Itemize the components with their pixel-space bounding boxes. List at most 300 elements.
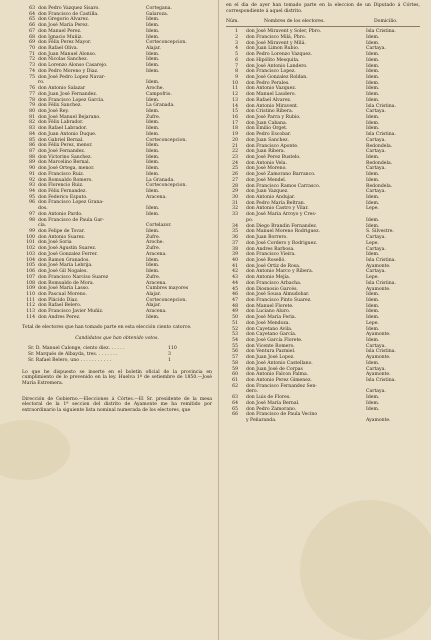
elector-domicile: Idem.: [366, 126, 380, 132]
elector-number: 66: [29, 23, 35, 29]
elector-number: 63: [29, 6, 35, 11]
elector-name: don Rafael Belero.: [38, 303, 82, 309]
elector-domicile: S. Silvestre.: [366, 229, 394, 235]
elector-number: 9: [235, 74, 238, 80]
candidate-row: [22, 358, 212, 364]
elector-name: don José Gil Nogales.: [38, 269, 88, 275]
elector-number: 23: [232, 155, 238, 160]
elector-domicile: Idem.: [366, 252, 380, 258]
elector-domicile: Idem.: [366, 34, 380, 40]
elector-domicile: Idem.: [366, 292, 380, 298]
elector-number: 105: [26, 263, 35, 269]
elector-domicile: Zufre.: [146, 234, 161, 240]
elector-number: 28: [232, 183, 238, 189]
elector-domicile: Idem.: [146, 160, 160, 166]
elector-number: 61: [232, 378, 238, 384]
elector-number: 109: [26, 286, 35, 292]
elector-domicile: Idem.: [146, 34, 160, 40]
elector-name: don Felipe de Tovar.: [38, 229, 85, 235]
elector-name: don José María Lasso.: [38, 286, 90, 292]
elector-number: 89: [29, 160, 35, 166]
elector-name: don José Ortiz de Rosa.: [246, 263, 301, 269]
elector-number: 99: [29, 229, 35, 235]
elector-domicile: Galaroza.: [146, 11, 169, 17]
elector-domicile: Idem.: [366, 406, 380, 412]
elector-name: don José Moreno.: [246, 166, 287, 172]
elector-number: 64: [29, 11, 35, 17]
elector-domicile: Zufre.: [146, 274, 161, 280]
candidate-name: Sr. Marqués de Albayda, tres. . . . . . . .: [28, 351, 118, 357]
candidates-heading: Candidatos que han obtenido votos.: [75, 336, 159, 342]
elector-number: 114: [26, 314, 35, 320]
elector-domicile: Aracena.: [146, 280, 167, 286]
elector-name: don Francisco Javier Muñiz.: [38, 309, 104, 315]
elector-number: 95: [29, 194, 35, 200]
elector-name: don Francisco Fernandez Sen-: [246, 383, 317, 389]
elector-name: don Pedro Lorenzo Vazquez.: [246, 52, 312, 58]
elector-name: don Francisco Narciso Suarez: [38, 274, 109, 280]
elector-number: 65: [29, 17, 35, 23]
elector-name: don Juan Cabana.: [246, 120, 288, 126]
elector-number: 92: [29, 177, 35, 183]
elector-name: don Hipólito Mesquita.: [246, 57, 300, 63]
elector-number: 22: [232, 149, 238, 155]
elector-number: 108: [26, 280, 35, 286]
elector-domicile: Campofrio.: [146, 91, 172, 97]
elector-domicile: Idem.: [146, 97, 160, 103]
elector-number: 53: [232, 332, 238, 338]
elector-name: don José María Bernal.: [246, 400, 300, 406]
elector-domicile: Lepe.: [366, 320, 379, 326]
elector-domicile: Aracena.: [146, 194, 167, 200]
elector-number: 60: [232, 372, 238, 378]
elector-name: don Félix Labrador.: [38, 120, 84, 126]
elector-number: 39: [232, 252, 238, 258]
elector-domicile: Aroche.: [146, 86, 164, 92]
elector-name: don Manuel Moreno Rodriguez.: [246, 229, 321, 235]
elector-domicile: Idem.: [366, 40, 380, 46]
elector-domicile: Idem.: [366, 63, 380, 69]
elector-number: 91: [29, 171, 35, 177]
elector-domicile: Lepe.: [366, 240, 379, 246]
elector-domicile: Idem.: [146, 314, 160, 320]
elector-number: 36: [232, 235, 238, 241]
elector-number: 59: [232, 366, 238, 372]
elector-number: 20: [232, 137, 238, 143]
elector-number: 68: [29, 34, 35, 40]
elector-number: 66: [232, 412, 238, 418]
elector-name: don Antonio Castro y Vilar.: [246, 206, 309, 212]
elector-name: don Rafael Alvarez.: [246, 97, 292, 103]
column-divider: [218, 0, 219, 640]
elector-name: don Francisco Pinto Suarez.: [246, 297, 312, 303]
elector-name: don Andres Perez.: [38, 314, 81, 320]
elector-number: 24: [232, 160, 238, 166]
elector-domicile: Aroche.: [146, 240, 164, 246]
list-item: [226, 418, 420, 424]
elector-domicile: Idem.: [146, 148, 160, 154]
elector-name: don Pedro María Beltran.: [246, 200, 306, 206]
elector-name: don José Manuel Bejarano.: [38, 114, 101, 120]
elector-name: don Pedro Zamorano.: [246, 406, 297, 412]
elector-number: 88: [29, 154, 35, 160]
closing-text: Lo que he dispuesto se inserte en el boletín oficial de la provincia en cumplimiento de lo prevenido en la ley. Huelva 1º de setiembre de 1850.—José María Estremera.: [22, 369, 212, 387]
elector-name: don Ramon Granados.: [38, 257, 90, 263]
elector-number: 81: [29, 114, 35, 120]
elector-name: don José Mendel.: [246, 177, 287, 183]
elector-number: 74: [29, 68, 35, 74]
elector-number: 78: [29, 97, 35, 103]
elector-number: 104: [26, 257, 35, 263]
elector-number: 58: [232, 360, 238, 366]
elector-name: don Félix Fernandez.: [38, 189, 87, 194]
elector-domicile: Idem.: [366, 338, 380, 343]
elector-number: 29: [232, 189, 238, 195]
elector-domicile: Alajar.: [146, 291, 161, 297]
elector-name: don Federico Esputo.: [38, 194, 88, 200]
elector-number: 63: [232, 395, 238, 401]
elector-domicile: Idem.: [146, 68, 160, 74]
elector-name: don José Ortega, menor.: [38, 166, 95, 172]
elector-number: 72: [29, 57, 35, 63]
elector-number: 10: [232, 80, 238, 86]
elector-number: 11: [232, 86, 238, 92]
elector-number: 4: [235, 46, 238, 52]
elector-number: 35: [232, 229, 238, 235]
elector-number: 48: [232, 303, 238, 309]
elector-domicile: Idem.: [146, 28, 160, 34]
elector-name: don Florencio Ruiz.: [38, 183, 84, 189]
elector-domicile: Redondela.: [366, 143, 393, 149]
elector-domicile: Idem.: [146, 154, 160, 160]
elector-name: don Luis de Flores.: [246, 395, 291, 401]
elector-domicile: Isla Cristina.: [366, 132, 396, 138]
elector-name: don Francisco Arbacha.: [246, 280, 302, 286]
elector-domicile: Ayamonte.: [366, 332, 391, 338]
elector-domicile: Idem.: [366, 52, 380, 58]
elector-name: don Cayetano Avila.: [246, 326, 293, 332]
elector-domicile: Lepe.: [366, 206, 379, 212]
elector-domicile: Isla Cristina.: [366, 378, 396, 384]
elector-domicile: Idem.: [146, 211, 160, 217]
elector-name: don Francisco Milá, Pbro.: [246, 34, 307, 40]
elector-number: 8: [235, 69, 238, 75]
elector-name: don Manuel Laudero.: [246, 92, 296, 98]
elector-name: don Antonio Perez Gimenez.: [246, 378, 312, 384]
elector-name: don José Gonzalez Ferrer.: [38, 251, 98, 257]
elector-number: 101: [26, 240, 35, 246]
elector-number: 55: [232, 343, 238, 349]
elector-name: don Félix Sanchez.: [38, 103, 82, 109]
elector-name: don Luciano Aluro.: [246, 309, 291, 315]
elector-number: 79: [29, 103, 35, 109]
elector-number: 44: [232, 280, 238, 286]
elector-number: 33: [232, 212, 238, 218]
elector-name: don Gabriel Bernal.: [38, 137, 84, 143]
elector-name: don Francisco de Paula Gar-: [38, 217, 104, 223]
elector-number: 51: [232, 320, 238, 326]
elector-number: 96: [29, 200, 35, 206]
elector-number: 57: [232, 355, 238, 361]
elector-domicile: Idem.: [366, 155, 380, 160]
elector-number: 85: [29, 137, 35, 143]
elector-name: don Diego Brandin Fernandez.: [246, 223, 318, 229]
elector-number: 84: [29, 131, 35, 137]
elector-domicile: Idem.: [366, 86, 380, 92]
elector-name: don Juan José de Corpas: [246, 366, 303, 372]
elector-number: 102: [26, 246, 35, 252]
elector-number: 19: [232, 132, 238, 138]
elector-domicile: Alajar.: [146, 303, 161, 309]
elector-name: ro.: [38, 80, 45, 86]
elector-name: don José María Arroyo y Cres-: [246, 212, 317, 218]
elector-number: 77: [29, 91, 35, 97]
elector-domicile: Idem.: [366, 297, 380, 303]
header-num: Núm.: [226, 19, 239, 25]
elector-number: 12: [232, 92, 238, 98]
elector-number: 54: [232, 338, 238, 343]
elector-name: don José María Perez.: [38, 23, 89, 29]
elector-domicile: Idem.: [146, 206, 160, 212]
elector-name: don Juan Sanchez.: [246, 137, 290, 143]
elector-domicile: Isla Cristina.: [366, 349, 396, 355]
candidate-name: Sr. Rafael Belero, uno . . . . . . . . . . .: [28, 357, 112, 363]
elector-domicile: Idem.: [366, 97, 380, 103]
elector-domicile: Cartaya.: [366, 235, 386, 241]
elector-domicile: Idem.: [146, 257, 160, 263]
elector-domicile: Idem.: [146, 80, 160, 86]
elector-domicile: Idem.: [366, 80, 380, 86]
elector-domicile: Idem.: [366, 114, 380, 120]
elector-number: 111: [26, 297, 35, 303]
elector-number: 87: [29, 148, 35, 154]
elector-name: don Pascual Moreno.: [38, 291, 87, 297]
elector-name: don Juan Vazquez.: [246, 189, 289, 195]
elector-name: don Andres Barbosa.: [246, 246, 295, 252]
elector-domicile: Idem.: [146, 189, 160, 194]
direction-text: Dirección de Gobierno.—Elecciones á Córtes.—El Sr. presidente de la mesa electoral de la 1ª seccion del distrito de Ayamonte me ha remitido por extraordinario la siguiente lista nominal numerada de los electores, que: [22, 396, 212, 413]
elector-domicile: Idem.: [366, 315, 380, 321]
elector-number: 6: [235, 57, 238, 63]
elector-domicile: Zufre.: [146, 246, 161, 252]
elector-number: 5: [235, 52, 238, 58]
elector-name: don Félix Perez, menor.: [38, 143, 93, 149]
elector-name: don José Roselló.: [246, 257, 286, 263]
elector-name: don Antonio Vazquez.: [246, 86, 297, 92]
elector-number: 30: [232, 195, 238, 201]
elector-number: 34: [232, 223, 238, 229]
elector-name: don José Mendoza.: [246, 320, 290, 326]
elector-domicile: Cortelazor.: [146, 223, 172, 229]
elector-name: don José Sousa Almudobar.: [246, 292, 310, 298]
elector-number: 15: [232, 109, 238, 115]
elector-number: 42: [232, 269, 238, 275]
left-column: [22, 0, 212, 640]
elector-domicile: Cartaya.: [366, 137, 386, 143]
elector-number: 46: [232, 292, 238, 298]
elector-name: don José Cordero y Rodriguez.: [246, 240, 318, 246]
elector-domicile: Idem.: [146, 171, 160, 177]
elector-name: don José Rey.: [38, 108, 69, 114]
elector-name: don Francisco de Castilla.: [38, 11, 99, 17]
elector-domicile: Lepe.: [366, 275, 379, 281]
elector-name: don José Perez Bustelo.: [246, 155, 301, 160]
elector-number: 3: [235, 40, 238, 46]
elector-domicile: Idem.: [146, 126, 160, 132]
elector-name: don Juan Antonio Duque.: [38, 131, 97, 137]
elector-name: don Romualdo Romero.: [38, 177, 93, 183]
elector-domicile: Isla Cristina.: [366, 29, 396, 35]
elector-domicile: Idem.: [146, 120, 160, 126]
elector-number: 112: [26, 303, 35, 309]
elector-list-right: [226, 29, 420, 424]
elector-domicile: Corteconcepcion.: [146, 137, 187, 143]
elector-domicile: Idem.: [146, 143, 160, 149]
elector-number: 64: [232, 400, 238, 406]
elector-number: 52: [232, 326, 238, 332]
elector-number: 45: [232, 286, 238, 292]
elector-domicile: La Granada.: [146, 177, 175, 183]
elector-number: 50: [232, 315, 238, 321]
elector-name: don Rafael Oliva.: [38, 46, 79, 52]
candidate-votes: 110: [168, 345, 177, 351]
elector-number: 21: [232, 143, 238, 149]
elector-number: 18: [232, 126, 238, 132]
elector-number: 75: [29, 74, 35, 80]
elector-name: don Francisco Ruiz.: [38, 171, 85, 177]
elector-number: 107: [26, 274, 35, 280]
elector-name: don Francisco Lopez.: [246, 69, 296, 75]
elector-number: 86: [29, 143, 35, 149]
elector-domicile: Corteconcepcion.: [146, 183, 187, 189]
elector-number: 25: [232, 166, 238, 172]
elector-number: 83: [29, 126, 35, 132]
table-header: [226, 18, 420, 27]
elector-name: don Francisco Ramos Carrasco.: [246, 183, 321, 189]
elector-name: y Peñaranda.: [246, 418, 277, 424]
elector-name: don José García Florete.: [246, 338, 303, 343]
elector-number: 13: [232, 97, 238, 103]
elector-number: 76: [29, 86, 35, 92]
elector-number: 31: [232, 200, 238, 206]
elector-domicile: Idem.: [366, 69, 380, 75]
elector-name: don Antonio Andujar.: [246, 195, 296, 201]
elector-domicile: Idem.: [366, 303, 380, 309]
header-name: Nombres de los electores.: [264, 19, 325, 25]
elector-name: don Lorenzo Alonso Casarejo.: [38, 63, 108, 69]
elector-domicile: Aracena.: [146, 251, 167, 257]
elector-number: 93: [29, 183, 35, 189]
elector-domicile: Idem.: [366, 223, 380, 229]
elector-number: 71: [29, 51, 35, 57]
candidate-name: Sr. D. Manuel Calonge, ciento diez. . . . . .: [28, 345, 125, 351]
elector-name: don José Miravent y Soler, Pbro.: [246, 29, 322, 35]
elector-domicile: Cartaya.: [366, 166, 386, 172]
elector-name: don Cristino Ribera.: [246, 109, 294, 115]
elector-domicile: Cartaya.: [366, 149, 386, 155]
elector-domicile: Corteconcepcion.: [146, 40, 187, 46]
elector-name: don José Gonzalez Roldan.: [246, 74, 308, 80]
elector-domicile: Ayamonte.: [366, 286, 391, 292]
elector-domicile: Idem.: [146, 269, 160, 275]
elector-number: 70: [29, 46, 35, 52]
elector-domicile: Idem.: [146, 17, 160, 23]
list-item: [22, 315, 212, 321]
elector-name: don Gregorio Alvarez.: [38, 17, 90, 23]
elector-number: 1: [235, 29, 238, 35]
elector-number: 65: [232, 406, 238, 412]
elector-domicile: Corteconcepcion.: [146, 297, 187, 303]
elector-domicile: Cumbres mayores: [146, 286, 189, 292]
elector-name: don Francisco Lopez Grana-: [38, 200, 104, 206]
elector-number: 100: [26, 234, 35, 240]
elector-number: 37: [232, 240, 238, 246]
elector-domicile: Redondela.: [366, 160, 393, 166]
candidates-list: [22, 346, 212, 364]
elector-name: don José Agustin Suarez.: [38, 246, 97, 252]
elector-name: don Juan José Fernandez.: [38, 91, 98, 97]
elector-domicile: Idem.: [146, 131, 160, 137]
elector-name: don Vicente Romero.: [246, 343, 295, 349]
right-column: [226, 0, 420, 640]
elector-name: don José Soria: [38, 240, 72, 246]
elector-number: 69: [29, 40, 35, 46]
elector-name: don Antonio Marco y Ribera.: [246, 269, 314, 275]
elector-number: 98: [29, 217, 35, 223]
elector-domicile: Idem.: [366, 395, 380, 401]
elector-number: 2: [235, 34, 238, 40]
elector-number: 113: [26, 309, 35, 315]
elector-name: don José Pedro Lopez Navar-: [38, 74, 106, 80]
elector-domicile: Idem.: [366, 326, 380, 332]
elector-domicile: Idem.: [146, 23, 160, 29]
candidate-votes: 1: [168, 357, 171, 363]
elector-name: don Cayetano García.: [246, 332, 297, 338]
elector-domicile: Idem.: [366, 309, 380, 315]
elector-domicile: Idem.: [146, 63, 160, 69]
elector-name: don Ignacio Muñiz.: [38, 34, 83, 40]
elector-name: don Plácido Diaz.: [38, 297, 79, 303]
elector-domicile: Idem.: [366, 57, 380, 63]
elector-name: don Francisco Aponte.: [246, 143, 299, 149]
elector-name: don Nicolas Sanchez.: [38, 57, 88, 63]
elector-name: don Diosnosio Garcés.: [246, 286, 298, 292]
elector-name: don Juan Borrero.: [246, 235, 288, 241]
elector-number: 32: [232, 206, 238, 212]
elector-name: don Antonio Salazar: [38, 86, 86, 92]
elector-name: don Romualdo de Mora.: [38, 280, 95, 286]
elector-name: don Antonio Miravent.: [246, 103, 299, 109]
elector-number: 26: [232, 172, 238, 178]
candidate-votes: 3: [168, 351, 171, 357]
elector-name: po.: [246, 217, 254, 223]
elector-number: 17: [232, 120, 238, 126]
intro-text: en el dia de ayer han tomado parte en la eleccion de un Diputado á Córtes, correspondiente á aquel distrito.: [226, 3, 420, 14]
elector-number: 14: [232, 103, 238, 109]
elector-number: 82: [29, 120, 35, 126]
elector-domicile: Cartaya.: [366, 389, 386, 395]
elector-domicile: Cortegana.: [146, 6, 172, 11]
elector-number: 90: [29, 166, 35, 172]
elector-name: dos.: [38, 206, 48, 212]
elector-domicile: Idem.: [146, 108, 160, 114]
elector-domicile: Idem.: [366, 200, 380, 206]
elector-domicile: Idem.: [146, 51, 160, 57]
elector-domicile: Cartaya.: [366, 366, 386, 372]
elector-domicile: Ayamonte.: [366, 355, 391, 361]
elector-name: don José Antonio Castellano.: [246, 360, 313, 366]
elector-list-left: [22, 6, 212, 321]
